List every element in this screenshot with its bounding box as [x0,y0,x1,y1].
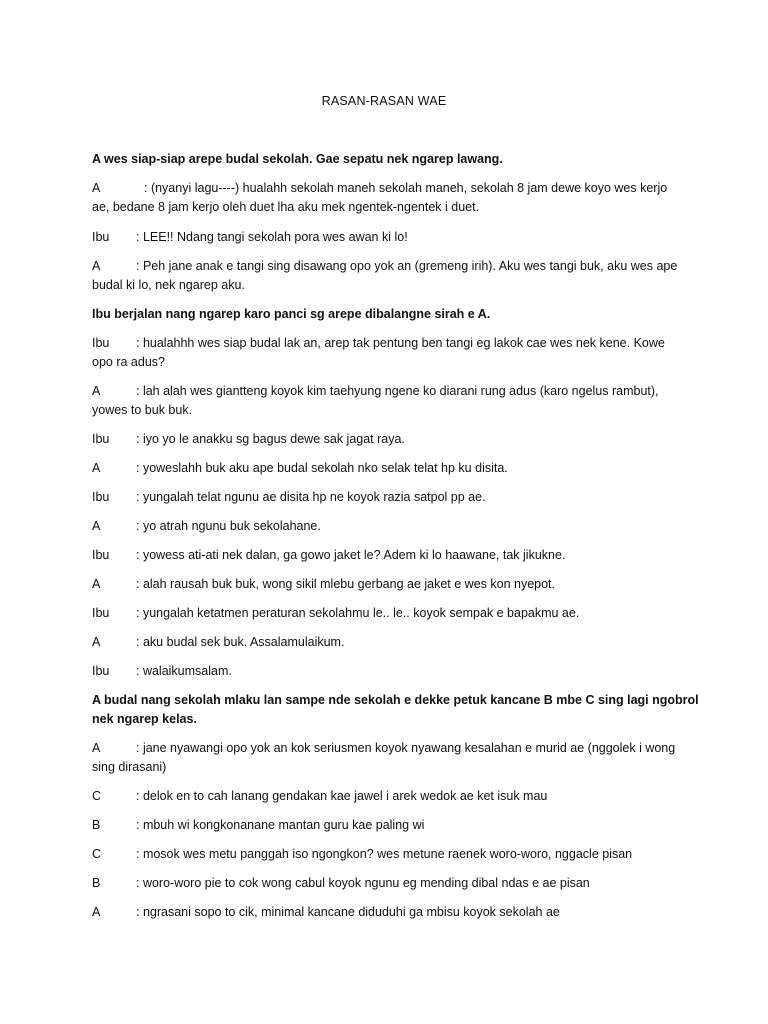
speaker-label: Ibu [92,606,110,620]
dialogue-line: : mosok wes metu panggah iso ngongkon? wes metune raenek woro-woro, nggacle pisan [136,847,633,861]
dialogue-paragraph [92,257,676,295]
dialogue-line: : (nyanyi lagu----) hualahh sekolah maneh sekolah maneh, sekolah 8 jam dewe koyo wes kerjo [144,181,668,195]
dialogue-paragraph [92,546,676,565]
dialogue-paragraph [92,816,676,835]
dialogue-paragraph [92,604,676,623]
speaker-label: C [92,789,102,803]
dialogue-line: ae, bedane 8 jam kerjo oleh duet lha aku mek ngentek-ngentek i duet. [92,200,480,214]
dialogue-line: : iyo yo le anakku sg bagus dewe sak jagat raya. [136,432,405,446]
speaker-label: B [92,818,101,832]
dialogue-paragraph [92,903,676,922]
dialogue-line: : LEE!! Ndang tangi sekolah pora wes awan ki lo! [136,230,408,244]
speaker-label: Ibu [92,490,110,504]
dialogue-paragraph [92,874,676,893]
speaker-label: Ibu [92,432,110,446]
narration-line: A budal nang sekolah mlaku lan sampe nde sekolah e dekke petuk kancane B mbe C sing lagi ngobrol [92,693,699,707]
narration-paragraph [92,150,676,169]
narration-line: nek ngarep kelas. [92,712,197,726]
dialogue-line: : yowess ati-ati nek dalan, ga gowo jaket le? Adem ki lo haawane, tak jikukne. [136,548,566,562]
dialogue-line: : yungalah telat ngunu ae disita hp ne koyok razia satpol pp ae. [136,490,486,504]
narration-line: Ibu berjalan nang ngarep karo panci sg arepe dibalangne sirah e A. [92,307,491,321]
dialogue-paragraph [92,459,676,478]
speaker-label: A [92,461,101,475]
dialogue-line: : walaikumsalam. [136,664,232,678]
dialogue-paragraph [92,228,676,247]
speaker-label: A [92,384,101,398]
dialogue-line: : jane nyawangi opo yok an kok seriusmen koyok nyawang kesalahan e murid ae (nggolek i wong [136,741,676,755]
speaker-label: A [92,519,101,533]
speaker-label: A [92,741,101,755]
dialogue-paragraph [92,179,676,217]
dialogue-paragraph [92,739,676,777]
dialogue-paragraph [92,517,676,536]
dialogue-line: opo ra adus? [92,355,165,369]
dialogue-paragraph [92,430,676,449]
narration-paragraph [92,691,699,729]
speaker-label: Ibu [92,336,110,350]
speaker-label: Ibu [92,548,110,562]
dialogue-line: : yungalah ketatmen peraturan sekolahmu le.. le.. koyok sempak e bapakmu ae. [136,606,580,620]
speaker-label: A [92,905,101,919]
narration-paragraph [92,305,676,324]
dialogue-line: : woro-woro pie to cok wong cabul koyok ngunu eg mending dibal ndas e ae pisan [136,876,590,890]
speaker-label: Ibu [92,664,110,678]
dialogue-line: : mbuh wi kongkonanane mantan guru kae paling wi [136,818,425,832]
dialogue-paragraph [92,334,676,372]
dialogue-line: budal ki lo, nek ngarep aku. [92,278,245,292]
speaker-label: A [92,577,101,591]
dialogue-line: : alah rausah buk buk, wong sikil mlebu gerbang ae jaket e wes kon nyepot. [136,577,556,591]
dialogue-line: : hualahhh wes siap budal lak an, arep tak pentung ben tangi eg lakok cae wes nek kene. Kowe [136,336,665,350]
dialogue-line: : yo atrah ngunu buk sekolahane. [136,519,321,533]
dialogue-paragraph [92,662,676,681]
dialogue-paragraph [92,845,676,864]
speaker-label: B [92,876,101,890]
dialogue-line: : ngrasani sopo to cik, minimal kancane diduduhi ga mbisu koyok sekolah ae [136,905,560,919]
dialogue-line: yowes to buk buk. [92,403,193,417]
speaker-label: A [92,181,101,195]
speaker-label: A [92,259,101,273]
dialogue-line: : yoweslahh buk aku ape budal sekolah nko selak telat hp ku disita. [136,461,508,475]
dialogue-paragraph [92,633,676,652]
dialogue-paragraph [92,787,676,806]
dialogue-line: : delok en to cah lanang gendakan kae jawel i arek wedok ae ket isuk mau [136,789,548,803]
speaker-label: A [92,635,101,649]
narration-line: A wes siap-siap arepe budal sekolah. Gae sepatu nek ngarep lawang. [92,152,503,166]
speaker-label: Ibu [92,230,110,244]
dialogue-line: : aku budal sek buk. Assalamulaikum. [136,635,345,649]
dialogue-paragraph [92,382,676,420]
document-title: RASAN-RASAN WAE [321,94,447,108]
speaker-label: C [92,847,102,861]
dialogue-line: sing dirasani) [92,760,167,774]
dialogue-line: : lah alah wes giantteng koyok kim taehyung ngene ko diarani rung adus (karo ngelus rambut), [136,384,659,398]
dialogue-paragraph [92,575,676,594]
dialogue-paragraph [92,488,676,507]
dialogue-line: : Peh jane anak e tangi sing disawang opo yok an (gremeng irih). Aku wes tangi buk, aku wes ape [136,259,678,273]
